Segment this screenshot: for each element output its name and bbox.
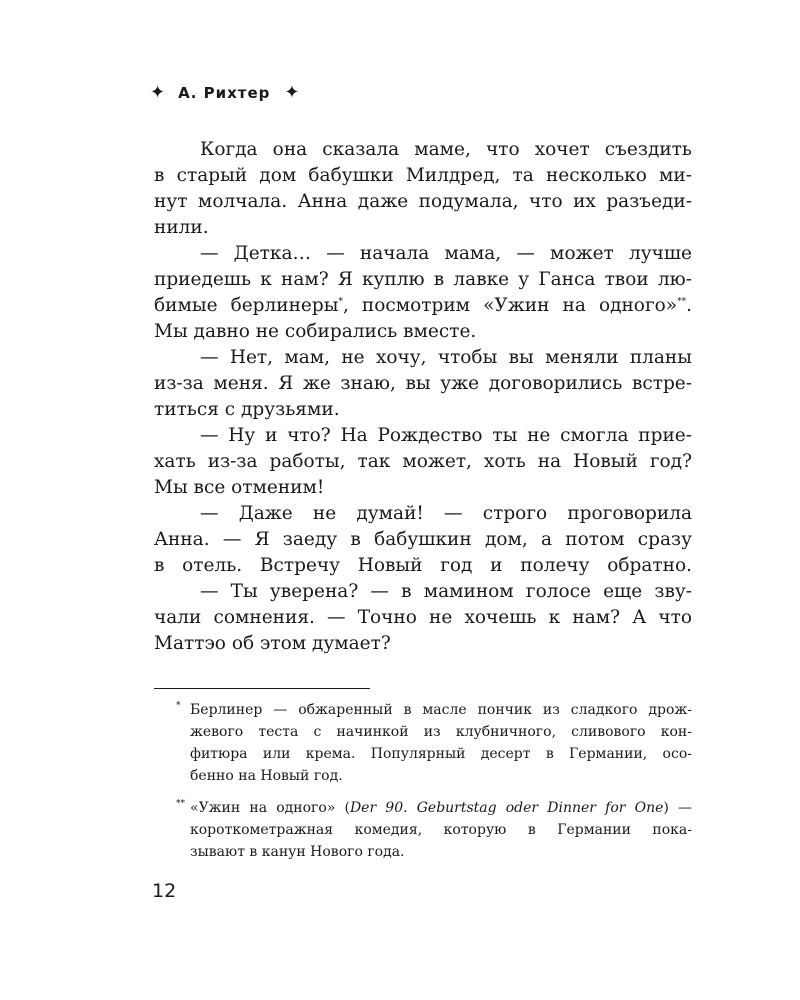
text-line: Анна. — Я заеду в бабушкин дом, а потом сразу: [154, 529, 692, 550]
text-fragment: , посмотрим «Ужин на одного»: [342, 295, 678, 316]
footnote-text: ) —: [663, 800, 692, 816]
text-line: хать из-за работы, так может, хоть на Новый год?: [154, 451, 692, 472]
text-line: нили.: [154, 217, 209, 238]
star-ornament-icon: ✦: [284, 82, 301, 103]
text-line: Мы все отменим!: [154, 477, 325, 498]
text-line: титься с друзьями.: [154, 399, 340, 420]
text-line: Мы давно не собирались вместе.: [154, 321, 477, 342]
text-line: в старый дом бабушки Милдред, та несколько ми-: [154, 165, 692, 186]
footnote-text: «Ужин на одного» (: [190, 800, 350, 816]
footnote-line: короткометражная комедия, которую в Германии пока-: [190, 822, 692, 838]
text-line: приедешь к нам? Я куплю в лавке у Ганса твои лю-: [154, 269, 692, 290]
text-line: — Нет, мам, не хочу, чтобы вы меняли планы: [200, 347, 692, 368]
footnote-line: фитюра или крема. Популярный десерт в Германии, осо-: [190, 746, 692, 762]
footnote-line: [176, 699, 692, 721]
text-line: Когда она сказала маме, что хочет съездить: [200, 139, 692, 160]
text-line: — Ты уверена? — в мамином голосе еще зву-: [200, 581, 692, 602]
footnote-line: жевого теста с начинкой из клубничного, сливового кон-: [190, 724, 692, 740]
text-line: в отель. Встречу Новый год и полечу обратно.: [154, 555, 692, 576]
text-line: [154, 293, 692, 319]
star-ornament-icon: ✦: [150, 82, 167, 103]
main-text: [154, 137, 692, 657]
text-line: — Даже не думай! — строго проговорила: [200, 503, 692, 524]
footnote-text: Берлинер — обжаренный в масле пончик из сладкого дрож-: [190, 702, 692, 718]
footnote-line: зывают в канун Нового года.: [190, 844, 405, 860]
text-line: нут молчала. Анна даже подумала, что их разъеди-: [154, 191, 692, 212]
footnote-italic-title: Der 90. Geburtstag oder Dinner for One: [349, 800, 664, 816]
footnote-line: бенно на Новый год.: [190, 768, 343, 784]
text-fragment: бимые берлинеры: [154, 295, 339, 316]
footnotes: [176, 699, 692, 863]
footnote-line: [176, 797, 692, 819]
page-number: 12: [152, 880, 177, 902]
author-name: А. Рихтер: [178, 84, 271, 102]
footnote-ref: *: [338, 297, 343, 307]
text-line: из-за меня. Я же знаю, вы уже договорились встре-: [154, 373, 692, 394]
footnote-marker: **: [176, 799, 185, 809]
text-line: чали сомнения. — Точно не хочешь к нам? А что: [154, 607, 692, 628]
footnote-ref: **: [677, 297, 687, 307]
footnote-divider: [154, 688, 370, 689]
text-line: Маттэо об этом думает?: [154, 633, 391, 654]
text-fragment: .: [686, 295, 692, 316]
text-line: — Ну и что? На Рождество ты не смогла прие-: [200, 425, 692, 446]
text-line: — Детка… — начала мама, — может лучше: [200, 243, 692, 264]
running-header: [150, 84, 301, 102]
footnote-marker: *: [176, 701, 181, 711]
